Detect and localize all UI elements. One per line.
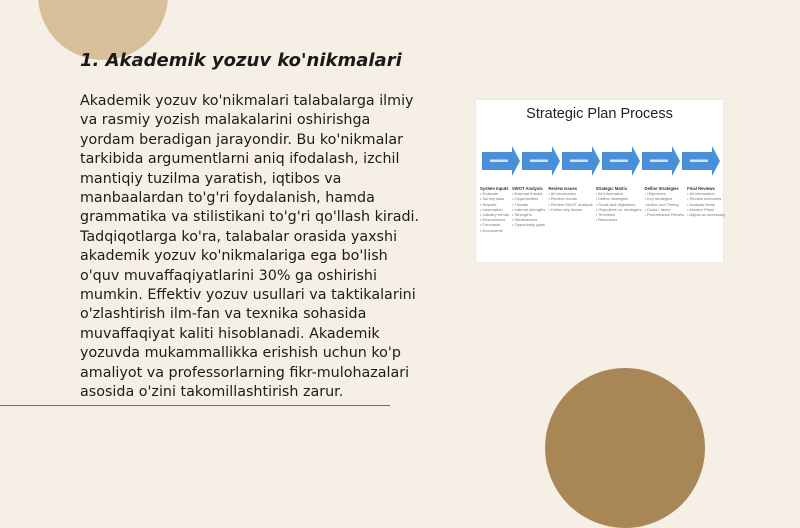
slide-body-text: Akademik yozuv ko'nikmalari talabalarga ilmiy va rasmiy yozish malakalarini oshirishga yordam beradigan jarayondir. Bu ko'nikmalar tarkibida argumentlarni aniq ifodalash, izchil mantiqiy tuzilma yaratish, iqtibos va manbaalardan to'g'ri foydalanish, hamda grammatika va stilistikani to'g'ri qo'llash kiradi. Tadqiqotlarga ko'ra, talabalar orasida yaxshi akademik yozuv ko'nikmalariga ega bo'lish o'quv muvaffaqiyatlarini 30% ga oshirishi mumkin. Effektiv yozuv usullari va taktikalarini o'zlashtirish ilm-fan va texnika sohasida muvaffaqiyat kaliti hisoblanadi. Akademik yozuvda mukammallikka erishish uchun ko'p amaliyot va professorlarning fikr-mulohazalari asosida o'zini takomillashtirish zarur. xyxy=(80,93,420,401)
decorative-circle-bottom xyxy=(545,368,705,528)
process-step-item: • Reports xyxy=(480,201,497,207)
process-step-item: • Objectives xyxy=(644,191,666,197)
process-arrows xyxy=(480,144,720,178)
process-step-item: • All information xyxy=(687,191,715,197)
process-step-item: • Timelines xyxy=(595,212,616,218)
process-step-item: • Internal strengths xyxy=(511,206,546,212)
process-arrow-label-3 xyxy=(570,160,588,163)
process-step-title: Final Reviews xyxy=(687,186,715,191)
process-arrow-label-4 xyxy=(610,160,628,163)
process-step-item: • Opportunities xyxy=(511,196,539,202)
process-step-item: • Evaluate xyxy=(480,191,499,197)
process-step-5 xyxy=(645,186,685,233)
process-step-item: • Define strategies xyxy=(595,196,629,202)
process-step-item: • Action and Timing xyxy=(644,201,679,207)
process-step-item: • Survey data xyxy=(480,196,504,202)
slide-heading: 1. Akademik yozuv ko'nikmalari xyxy=(80,50,402,71)
process-step-item: • Costs / Items xyxy=(644,206,671,212)
process-step-item: • All information xyxy=(548,191,577,197)
process-step-title: System Inputs xyxy=(480,186,509,191)
process-step-item: • Resources xyxy=(595,217,618,223)
process-step-item: • Review results xyxy=(548,196,577,202)
process-step-2 xyxy=(512,186,545,233)
process-step-4 xyxy=(596,186,642,233)
process-arrow-label-1 xyxy=(490,160,508,163)
process-step-title: Define Strategies xyxy=(644,186,679,191)
process-step-item: • Forecasts xyxy=(480,222,501,228)
process-step-item: • All information xyxy=(595,191,624,197)
process-arrow-label-5 xyxy=(650,160,668,163)
process-step-title: SWOT Analysis xyxy=(511,186,543,191)
process-steps xyxy=(480,186,726,233)
process-step-item: • Industry trends xyxy=(480,212,509,218)
process-step-item: • Environment xyxy=(480,217,505,223)
process-step-item: • Strengths xyxy=(511,212,532,218)
process-step-item: • Monitor Plans xyxy=(687,206,715,212)
process-step-item: • Weaknesses xyxy=(511,217,538,223)
process-step-6 xyxy=(687,186,725,233)
process-step-item: • Objectives vs. strategies xyxy=(595,206,642,212)
process-arrow-label-2 xyxy=(530,160,548,163)
process-step-item: • Review outcomes xyxy=(687,196,722,202)
process-step-item: • Opportunity gaps xyxy=(511,222,545,228)
process-step-item: • Analysis items xyxy=(687,201,715,207)
figure-title: Strategic Plan Process xyxy=(526,106,673,122)
process-step-item: • Key strategies xyxy=(644,196,673,202)
divider-line xyxy=(0,405,390,406)
process-step-item: • External threats xyxy=(511,191,543,197)
process-step-item: • Threats xyxy=(511,201,528,207)
process-step-item: • Information xyxy=(480,206,503,212)
process-step-title: Strategic Matrix xyxy=(595,186,628,191)
process-step-item: • Review SWOT analysis xyxy=(548,201,593,207)
strategic-plan-figure xyxy=(476,100,726,262)
process-step-item: • Adjust as necessary xyxy=(687,212,726,218)
process-step-title: Review Issues xyxy=(548,186,578,191)
process-step-3 xyxy=(548,186,592,233)
process-step-item: • Define key issues xyxy=(548,206,583,212)
process-step-1 xyxy=(480,186,509,233)
process-step-item: • Performance Review xyxy=(644,212,685,218)
process-arrow-label-6 xyxy=(690,160,708,163)
process-step-item: • Documents xyxy=(480,227,503,233)
process-step-item: • Goals and objectives xyxy=(595,201,636,207)
